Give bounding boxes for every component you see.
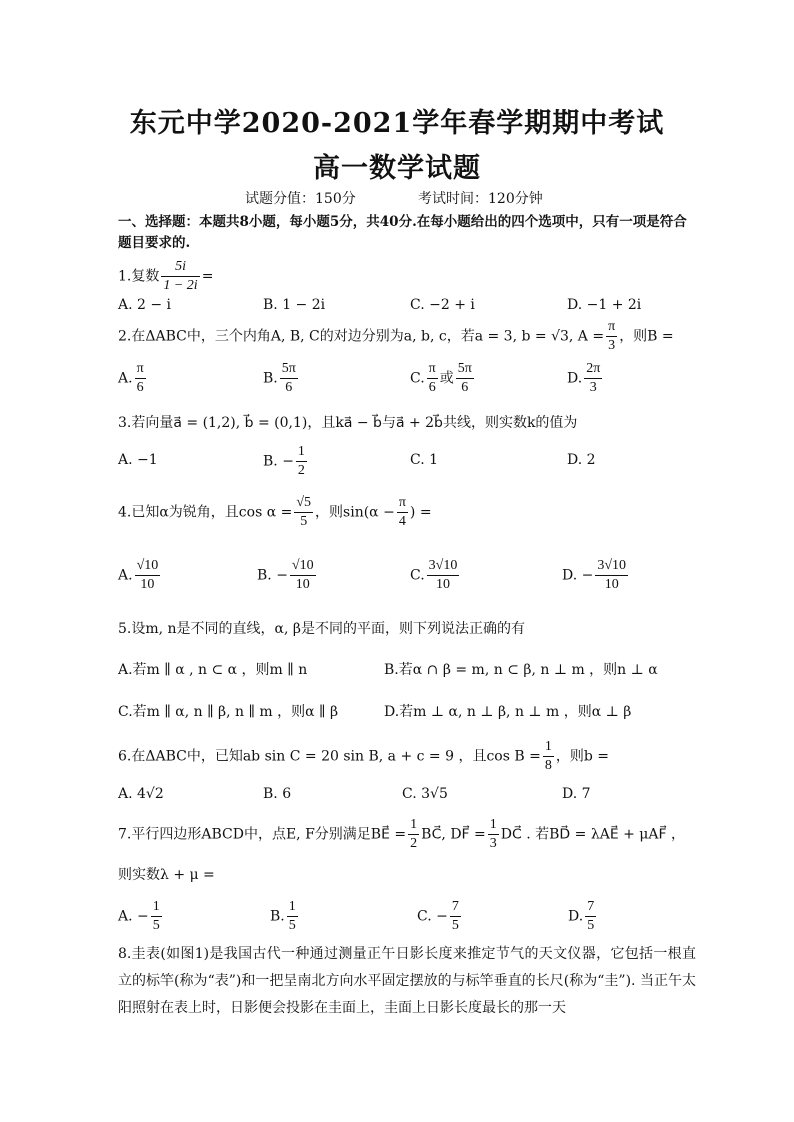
q7-option-b: B. $\frac{1}{5}$ — [270, 899, 296, 933]
q4-pi-fraction: $\frac{\pi}{4}$ — [398, 495, 406, 529]
exam-title: 东元中学2020-2021学年春学期期中考试 — [129, 108, 665, 139]
q1-fraction: $\frac{5i}{1 - 2i}$ — [163, 259, 198, 293]
q3-option-a: A. −1 — [118, 452, 158, 468]
exam-subtitle: 高一数学试题 — [313, 153, 481, 184]
q4-option-d: D. − $\frac{3√10}{10}$ — [562, 558, 627, 592]
q1-option-d: D. −1 + 2i — [567, 297, 642, 313]
q1-option-a: A. 2 − i — [118, 297, 172, 313]
question-8-text: 8.圭表(如图1)是我国古代一种通过测量正午日影长度来推定节气的天文仪器，它包括一根直立的标竿(称为“表”)和一把呈南北方向水平固定摆放的与标竿垂直的长尺(称为“圭”). 当正午太阳照射在表上时，日影便会投影在圭面上，圭面上日影长度最长的那一天 — [118, 946, 696, 1016]
q1-option-c: C. −2 + i — [410, 297, 475, 313]
q6-option-c: C. 3√5 — [402, 786, 448, 802]
q2-option-d: D. $\frac{2\pi}{3}$ — [567, 361, 601, 395]
question-1-stem: 1.复数 $\frac{5i}{1 - 2i}$ = — [118, 259, 214, 293]
q4-cos-fraction: $\frac{√5}{5}$ — [296, 495, 312, 529]
q2-option-b: B. $\frac{5\pi}{6}$ — [263, 361, 296, 395]
q4-option-c: C. $\frac{3√10}{10}$ — [410, 558, 458, 592]
question-7-line2: 则实数λ + μ = — [118, 867, 215, 883]
question-7-stem: 7.平行四边形ABCD中，点E, F分别满足BE⃗ = $\frac{1}{2}$ BC⃗, DF⃗ = $\frac{1}{3}$ DC⃗ . 若BD⃗ = λAE⃗ + μAF⃗ ， — [118, 817, 686, 851]
question-4-stem: 4.已知α为锐角，且cos α = $\frac{√5}{5}$ ，则sin(α − $\frac{\pi}{4}$ ) = — [118, 495, 432, 529]
q6-fraction: $\frac{1}{8}$ — [544, 739, 552, 773]
section-heading: 一、选择题：本题共8小题，每小题5分，共40分.在每小题给出的四个选项中，只有一项是符合题目要求的. — [118, 214, 687, 251]
q6-option-d: D. 7 — [562, 786, 591, 802]
question-3-stem: 3.若向量a⃗ = (1,2), b⃗ = (0,1)，且ka⃗ − b⃗与a⃗ + 2b⃗共线，则实数k的值为 — [118, 415, 578, 431]
q3-option-b: B. − $\frac{1}{2}$ — [263, 444, 305, 478]
question-5-stem: 5.设m, n是不同的直线，α, β是不同的平面，则下列说法正确的有 — [118, 621, 525, 637]
q7-option-d: D. $\frac{7}{5}$ — [568, 899, 595, 933]
q4-option-b: B. − $\frac{√10}{10}$ — [257, 558, 314, 592]
q5-option-d: D.若m ⊥ α, n ⊥ β, n ⊥ m ，则α ⊥ β — [384, 704, 632, 720]
q5-option-c: C.若m ∥ α, n ∥ β, n ∥ m ，则α ∥ β — [118, 704, 339, 720]
q2-option-c: C. $\frac{\pi}{6}$ 或 $\frac{5\pi}{6}$ — [410, 361, 472, 395]
q1-option-b: B. 1 − 2i — [263, 297, 326, 313]
q2-option-a: A. $\frac{\pi}{6}$ — [118, 361, 144, 395]
time-info: 考试时间：120分钟 — [418, 191, 543, 207]
q7-option-a: A. − $\frac{1}{5}$ — [118, 899, 160, 933]
q3-option-c: C. 1 — [410, 452, 439, 468]
question-2-stem: 2.在ΔABC中，三个内角A, B, C的对边分别为a, b, c，若a = 3, b = √3, A = $\frac{\pi}{3}$ ，则B = — [118, 319, 674, 353]
q5-option-b: B.若α ∩ β = m, n ⊂ β, n ⊥ m ，则n ⊥ α — [384, 662, 658, 678]
score-info: 试题分值：150分 — [245, 191, 356, 207]
q6-option-b: B. 6 — [263, 786, 292, 802]
q7-option-c: C. − $\frac{7}{5}$ — [417, 899, 459, 933]
q2-fraction: $\frac{\pi}{3}$ — [608, 319, 616, 353]
q6-option-a: A. 4√2 — [118, 786, 164, 802]
q3-option-d: D. 2 — [567, 452, 596, 468]
q4-option-a: A. $\frac{√10}{10}$ — [118, 558, 159, 592]
question-6-stem: 6.在ΔABC中，已知ab sin C = 20 sin B, a + c = 9 ，且cos B = $\frac{1}{8}$ ，则b = — [118, 739, 609, 773]
q5-option-a: A.若m ∥ α , n ⊂ α ，则m ∥ n — [118, 662, 308, 678]
